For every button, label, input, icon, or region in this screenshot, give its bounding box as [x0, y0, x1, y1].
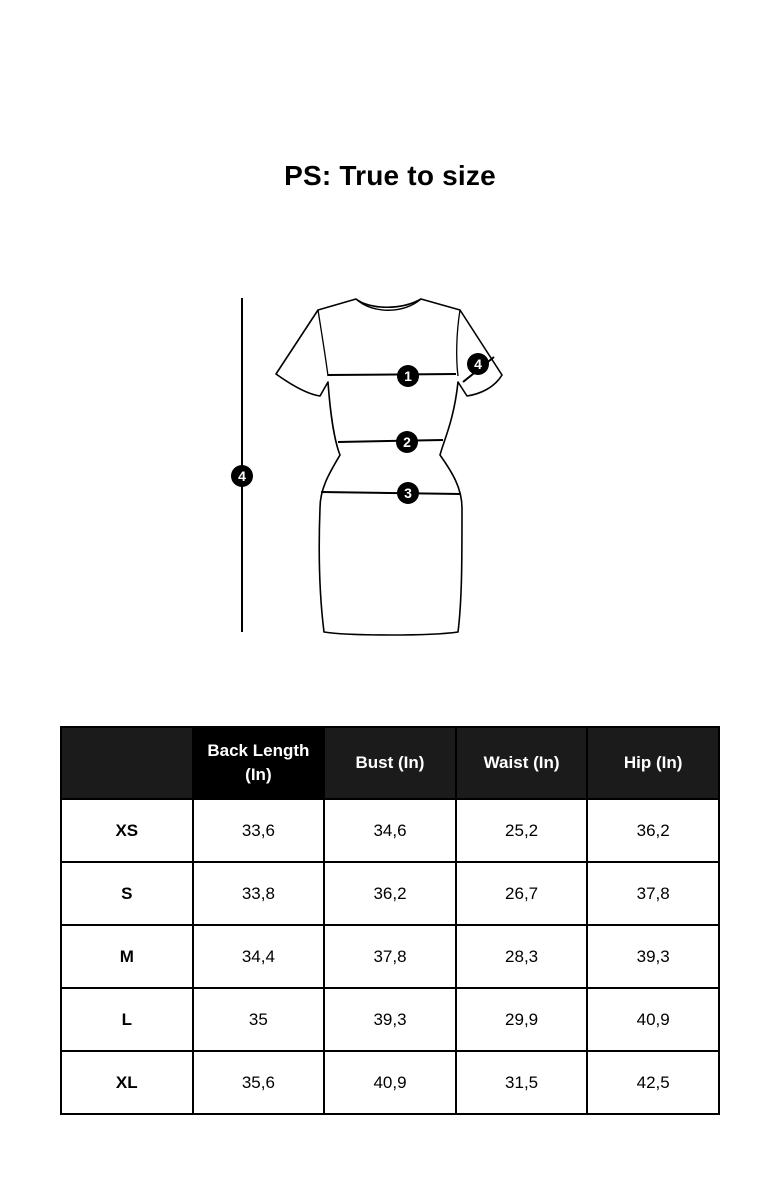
header-size: [61, 727, 193, 799]
marker-1: [397, 365, 419, 387]
header-waist: Waist (In): [456, 727, 588, 799]
table-row: [61, 799, 719, 862]
hip-cell: 42,5: [587, 1051, 719, 1114]
hip-line: [321, 492, 461, 494]
bust-cell: 34,6: [324, 799, 456, 862]
bust-cell: 37,8: [324, 925, 456, 988]
bust-cell: 39,3: [324, 988, 456, 1051]
table-row: [61, 862, 719, 925]
size-cell: XS: [61, 799, 193, 862]
hip-cell: 40,9: [587, 988, 719, 1051]
back-length-cell: 35,6: [193, 1051, 325, 1114]
header-hip: Hip (In): [587, 727, 719, 799]
dress-measurement-diagram: [0, 280, 780, 650]
hip-cell: 37,8: [587, 862, 719, 925]
back-length-cell: 35: [193, 988, 325, 1051]
svg-text:4: 4: [238, 468, 246, 484]
waist-cell: 29,9: [456, 988, 588, 1051]
svg-text:3: 3: [404, 485, 412, 501]
back-length-cell: 33,8: [193, 862, 325, 925]
svg-text:1: 1: [404, 368, 412, 384]
marker-3: [397, 482, 419, 504]
size-cell: S: [61, 862, 193, 925]
table-row: [61, 1051, 719, 1114]
back-length-cell: 33,6: [193, 799, 325, 862]
hip-cell: 36,2: [587, 799, 719, 862]
waist-line: [338, 440, 443, 442]
bust-cell: 36,2: [324, 862, 456, 925]
header-bust: Bust (In): [324, 727, 456, 799]
hip-cell: 39,3: [587, 925, 719, 988]
size-cell: XL: [61, 1051, 193, 1114]
waist-cell: 26,7: [456, 862, 588, 925]
marker-4-sleeve: [467, 353, 489, 375]
svg-text:4: 4: [474, 356, 482, 372]
bust-line: [328, 374, 456, 375]
dress-outline: [276, 299, 502, 635]
table-header-row: [61, 727, 719, 799]
waist-cell: 28,3: [456, 925, 588, 988]
bust-cell: 40,9: [324, 1051, 456, 1114]
svg-text:2: 2: [403, 434, 411, 450]
table-row: [61, 925, 719, 988]
marker-2: [396, 431, 418, 453]
waist-cell: 25,2: [456, 799, 588, 862]
size-cell: M: [61, 925, 193, 988]
waist-cell: 31,5: [456, 1051, 588, 1114]
back-length-cell: 34,4: [193, 925, 325, 988]
marker-4-length: [231, 465, 253, 487]
table-row: [61, 988, 719, 1051]
size-cell: L: [61, 988, 193, 1051]
page-title: PS: True to size: [284, 160, 496, 191]
size-chart-table: [60, 726, 720, 1115]
header-back-length: Back Length (In): [193, 727, 325, 799]
